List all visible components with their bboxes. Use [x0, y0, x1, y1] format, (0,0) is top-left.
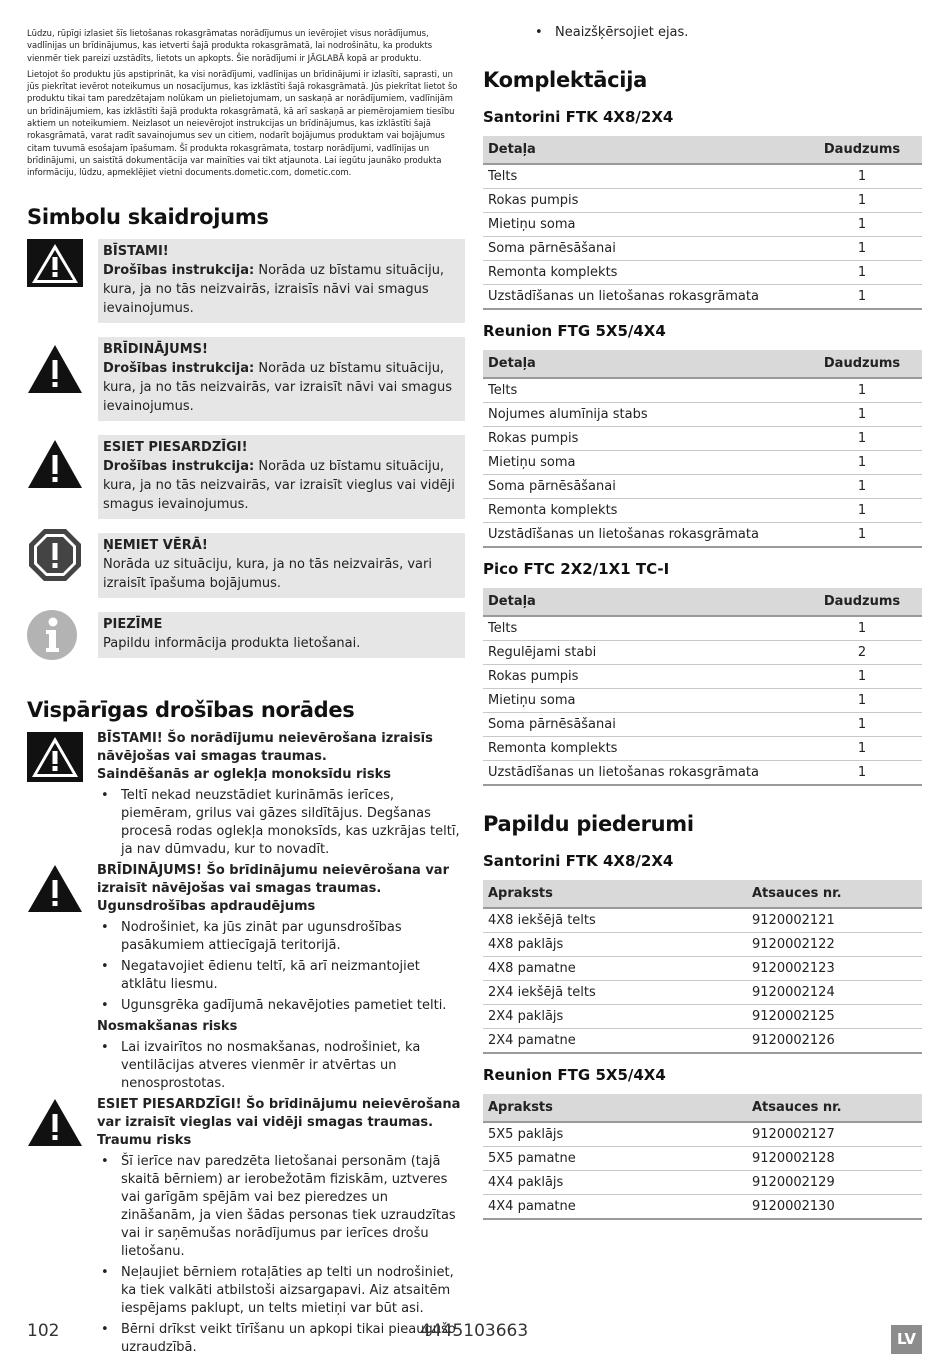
warning-heading: BRĪDINĀJUMS! Šo brīdinājumu neievērošana var izraisīt nāvējošas vai smagas traumas. — [97, 862, 449, 896]
table-row — [483, 164, 922, 189]
symbol-text: Norāda uz bīstamu situāciju, kura, ja no tās neizvairās, var izraisīt nāvi vai smagus ievainojumus. — [103, 360, 453, 414]
table-cell: 1 — [802, 713, 922, 737]
table-cell: Rokas pumpis — [483, 665, 802, 689]
intro-paragraph-1: Lūdzu, rūpīgi izlasiet šīs lietošanas rokasgrāmatas norādījumus un ievērojiet visus norādījumus, vadlīnijas un brīdinājumus, kas ietverti šajā produkta rokasgrāmatā, lai nodrošinātu, ka produkts vienmēr tiek pareizi uzstādīts, lietots un apkopts. Šie norādījumi ir JĀGLABĀ kopā ar produktu. — [27, 28, 433, 63]
table-cell: 4X8 iekšējā telts — [483, 908, 747, 933]
list-item: • Negatavojiet ēdienu teltī, kā arī neizmantojiet atklātu liesmu. — [97, 958, 465, 994]
intro-paragraph-2: Lietojot šo produktu jūs apstiprināt, ka visi norādījumi, vadlīnijas un brīdinājumi ir izlasīti, saprasti, un jūs piekrītat ievērot noteikumus un nosacījumus, kas izklāstīti šajā rokasgrāmatā. Jūs piekrītat lietot šo produktu tikai tam paredzētajam nolūkam un pielietojumam, un saskaņā ar norādījumiem, vadlīnijām un brīdinājumiem, kas izklāstīti šajā produkta rokasgrāmatā, kā arī saskaņā ar piemērojamiem tiesību aktiem un noteikumiem. Neizlasot un neievērojot instrukcijas un brīdinājumus, kas izklāstīti šajā rokasgrāmatā, varat radīt savainojumus sev un citiem, nodarīt bojājumus produktam vai bojājumus citam tuvumā esošajam īpašumam. Šī produkta rokasgrāmata, tostarp norādījumi, vadlīnijas un brīdinājumi, un saistītā dokumentācija var mainīties vai tikt atjaunota. Lai iegūtu jaunāko produkta informāciju, lūdzu, apmeklējiet vietni documents.dometic.com, dometic.com. — [27, 68, 458, 178]
info-icon — [27, 608, 83, 664]
table-cell: 1 — [802, 378, 922, 403]
table-row — [483, 213, 922, 237]
column-header: Detaļa — [483, 136, 802, 164]
symbol-danger-box — [98, 239, 465, 323]
danger-icon — [27, 732, 83, 782]
table-cell: 1 — [802, 665, 922, 689]
table-cell: 1 — [802, 475, 922, 499]
warning-suffocation-list — [97, 1039, 465, 1093]
warning-icon — [27, 864, 83, 914]
caution-list — [97, 1153, 465, 1357]
data-table — [483, 136, 922, 310]
list-item: • Lai izvairītos no nosmakšanas, nodrošiniet, ka ventilācijas atveres vienmēr ir atvērtas un nenosprostotas. — [97, 1039, 465, 1093]
table-row — [483, 1171, 922, 1195]
table-cell: 9120002122 — [747, 933, 922, 957]
symbol-text: Norāda uz situāciju, kura, ja no tās neizvairās, vari izraisīt īpašuma bojājumus. — [103, 556, 432, 591]
table-cell: 4X4 paklājs — [483, 1171, 747, 1195]
list-item: • Šī ierīce nav paredzēta lietošanai personām (tajā skaitā bērniem) ar ierobežotām fiziskām, uztveres vai garīgām spējām vai bez pieredzes un zināšanām, ja vien šādas personas tiek uzraudzītas vai ir saņēmušas norādījumus par ierīces drošu lietošanu. — [97, 1153, 465, 1261]
table-row — [483, 761, 922, 786]
table-row — [483, 523, 922, 548]
table-row — [483, 237, 922, 261]
table-cell: Mietiņu soma — [483, 689, 802, 713]
table-cell: 2X4 paklājs — [483, 1005, 747, 1029]
table-cell: 1 — [802, 213, 922, 237]
table-row — [483, 933, 922, 957]
table-row — [483, 499, 922, 523]
list-item: • Teltī nekad neuzstādiet kurināmās ierīces, piemēram, grilus vai gāzes sildītājus. Degšanas procesā rodas oglekļa monoksīds, kas uzkrājas teltī, ja nav dūmvadu, kur to novadīt. — [97, 787, 465, 859]
symbol-text: Norāda uz bīstamu situāciju, kura, ja no tās neizvairās, var izraisīt vieglus vai vidēji smagus ievainojumus. — [103, 458, 455, 512]
table-cell: Rokas pumpis — [483, 189, 802, 213]
table-cell: Soma pārnēsāšanai — [483, 713, 802, 737]
table-cell: 1 — [802, 285, 922, 310]
caution-risk: Traumu risks — [97, 1132, 192, 1148]
table-cell: Remonta komplekts — [483, 499, 802, 523]
column-header: Atsauces nr. — [747, 880, 922, 908]
symbol-heading: ESIET PIESARDZĪGI! — [103, 439, 248, 455]
symbol-caution — [27, 435, 465, 519]
document-code: 4445103663 — [420, 1321, 529, 1341]
symbol-info — [27, 612, 465, 658]
table-cell: 9120002125 — [747, 1005, 922, 1029]
table-cell: 9120002130 — [747, 1195, 922, 1220]
symbol-heading: BĪSTAMI! — [103, 243, 169, 259]
scope-tables — [483, 108, 922, 786]
data-table — [483, 350, 922, 548]
symbol-caution-box — [98, 435, 465, 519]
table-title: Santorini FTK 4X8/2X4 — [483, 108, 674, 126]
table-cell: 1 — [802, 261, 922, 285]
table-cell: 4X8 paklājs — [483, 933, 747, 957]
caution-icon — [27, 438, 83, 494]
table-cell: Uzstādīšanas un lietošanas rokasgrāmata — [483, 285, 802, 310]
danger-risk: Saindēšanās ar oglekļa monoksīdu risks — [97, 766, 391, 782]
table-cell: Telts — [483, 164, 802, 189]
table-cell: 1 — [802, 189, 922, 213]
table-row — [483, 1195, 922, 1220]
danger-list — [97, 787, 465, 859]
warning-risk-suffocation: Nosmakšanas risks — [97, 1018, 238, 1034]
accessories-title: Papildu piederumi — [483, 812, 694, 836]
table-row — [483, 261, 922, 285]
table-cell: 5X5 pamatne — [483, 1147, 747, 1171]
table-cell: Mietiņu soma — [483, 213, 802, 237]
general-warning-block — [27, 862, 465, 1093]
table-cell: 4X8 pamatne — [483, 957, 747, 981]
table-cell: 9120002126 — [747, 1029, 922, 1054]
table-cell: 2 — [802, 641, 922, 665]
symbol-warning-box — [98, 337, 465, 421]
table-cell: 5X5 paklājs — [483, 1122, 747, 1147]
table-row — [483, 285, 922, 310]
symbol-warning — [27, 337, 465, 421]
scope-title: Komplektācija — [483, 68, 647, 92]
table-row — [483, 737, 922, 761]
data-table — [483, 880, 922, 1054]
column-header: Daudzums — [802, 350, 922, 378]
table-cell: Soma pārnēsāšanai — [483, 475, 802, 499]
data-table — [483, 1094, 922, 1220]
table-row — [483, 1122, 922, 1147]
danger-icon — [27, 239, 83, 295]
symbol-lead: Drošības instrukcija: — [103, 458, 255, 474]
table-cell: 9120002128 — [747, 1147, 922, 1171]
table-cell: 9120002123 — [747, 957, 922, 981]
symbol-heading: ŅEMIET VĒRĀ! — [103, 537, 208, 553]
list-item: • Bērni drīkst veikt tīrīšanu un apkopi tikai pieaugušo uzraudzībā. — [97, 1321, 465, 1357]
table-cell: 1 — [802, 164, 922, 189]
table-row — [483, 908, 922, 933]
column-header: Daudzums — [802, 136, 922, 164]
table-row — [483, 378, 922, 403]
symbol-text: Papildu informācija produkta lietošanai. — [103, 635, 361, 651]
table-cell: Telts — [483, 616, 802, 641]
table-cell: Nojumes alumīnija stabs — [483, 403, 802, 427]
table-cell: 9120002121 — [747, 908, 922, 933]
caution-heading: ESIET PIESARDZĪGI! Šo brīdinājumu neievērošana var izraisīt vieglas vai vidēji smagas traumas. — [97, 1096, 461, 1130]
table-row — [483, 189, 922, 213]
symbol-info-box — [98, 612, 465, 658]
page-number: 102 — [27, 1321, 60, 1341]
warning-risk-fire: Ugunsdrošības apdraudējums — [97, 898, 316, 914]
column-header: Atsauces nr. — [747, 1094, 922, 1122]
table-title: Reunion FTG 5X5/4X4 — [483, 1066, 666, 1084]
column-header: Apraksts — [483, 1094, 747, 1122]
symbol-notice-box — [98, 533, 465, 598]
accessories-tables — [483, 852, 922, 1220]
table-row — [483, 1147, 922, 1171]
table-cell: 1 — [802, 689, 922, 713]
table-row — [483, 403, 922, 427]
table-cell: 1 — [802, 761, 922, 786]
table-cell: 1 — [802, 523, 922, 548]
table-cell: 1 — [802, 427, 922, 451]
warning-icon — [27, 343, 83, 399]
warning-fire-list — [97, 919, 465, 1015]
table-row — [483, 689, 922, 713]
left-column — [27, 27, 465, 1360]
general-safety-title: Vispārīgas drošības norādes — [27, 697, 355, 722]
table-cell: Telts — [483, 378, 802, 403]
list-item: • Ugunsgrēka gadījumā nekavējoties pametiet telti. — [97, 997, 465, 1015]
table-cell: 1 — [802, 499, 922, 523]
caution-icon — [27, 1098, 83, 1148]
symbol-heading: BRĪDINĀJUMS! — [103, 341, 208, 357]
table-cell: Remonta komplekts — [483, 737, 802, 761]
table-cell: 1 — [802, 451, 922, 475]
table-cell: 9120002129 — [747, 1171, 922, 1195]
symbol-danger — [27, 239, 465, 323]
table-row — [483, 981, 922, 1005]
right-column — [483, 24, 922, 1220]
general-caution-block — [27, 1096, 465, 1357]
table-cell: 9120002127 — [747, 1122, 922, 1147]
symbols-title: Simbolu skaidrojums — [27, 204, 269, 229]
table-cell: 1 — [802, 403, 922, 427]
table-cell: Soma pārnēsāšanai — [483, 237, 802, 261]
danger-heading: BĪSTAMI! Šo norādījumu neievērošana izraisīs nāvējošas vai smagas traumas. — [97, 730, 433, 764]
symbols-list — [27, 239, 465, 658]
table-row — [483, 641, 922, 665]
column-header: Daudzums — [802, 588, 922, 616]
table-cell: 2X4 iekšējā telts — [483, 981, 747, 1005]
table-cell: Regulējami stabi — [483, 641, 802, 665]
table-row — [483, 427, 922, 451]
table-cell: 1 — [802, 737, 922, 761]
table-cell: Rokas pumpis — [483, 427, 802, 451]
symbol-lead: Drošības instrukcija: — [103, 262, 255, 278]
table-cell: 9120002124 — [747, 981, 922, 1005]
table-cell: 4X4 pamatne — [483, 1195, 747, 1220]
column-header: Detaļa — [483, 588, 802, 616]
language-badge: LV — [891, 1325, 922, 1354]
column-header: Detaļa — [483, 350, 802, 378]
table-row — [483, 665, 922, 689]
symbol-lead: Drošības instrukcija: — [103, 360, 255, 376]
table-cell: 1 — [802, 237, 922, 261]
table-cell: Uzstādīšanas un lietošanas rokasgrāmata — [483, 523, 802, 548]
table-row — [483, 713, 922, 737]
table-cell: 2X4 pamatne — [483, 1029, 747, 1054]
table-row — [483, 616, 922, 641]
list-item: • Neļaujiet bērniem rotaļāties ap telti un nodrošiniet, ka tiek valkāti atbilstoši aizsargapavi. Aiz atsaitēm iespējams paklupt, un telts mietiņi var būt asi. — [97, 1264, 465, 1318]
table-cell: Remonta komplekts — [483, 261, 802, 285]
table-row — [483, 1029, 922, 1054]
table-row — [483, 451, 922, 475]
list-item: • Neaizšķērsojiet ejas. — [531, 24, 922, 42]
table-title: Reunion FTG 5X5/4X4 — [483, 322, 666, 340]
continued-list — [531, 24, 922, 42]
table-cell: 1 — [802, 616, 922, 641]
list-item: • Nodrošiniet, ka jūs zināt par ugunsdrošības pasākumiem attiecīgajā teritorijā. — [97, 919, 465, 955]
data-table — [483, 588, 922, 786]
table-title: Pico FTC 2X2/1X1 TC-I — [483, 560, 670, 578]
symbol-heading: PIEZĪME — [103, 616, 163, 632]
table-cell: Uzstādīšanas un lietošanas rokasgrāmata — [483, 761, 802, 786]
table-title: Santorini FTK 4X8/2X4 — [483, 852, 674, 870]
notice-icon — [27, 527, 83, 583]
table-row — [483, 475, 922, 499]
table-row — [483, 1005, 922, 1029]
table-row — [483, 957, 922, 981]
symbol-notice — [27, 533, 465, 598]
general-danger-block — [27, 730, 465, 859]
table-cell: Mietiņu soma — [483, 451, 802, 475]
symbol-text: Norāda uz bīstamu situāciju, kura, ja no tās neizvairās, izraisīs nāvi vai smagus ievainojumus. — [103, 262, 445, 316]
column-header: Apraksts — [483, 880, 747, 908]
